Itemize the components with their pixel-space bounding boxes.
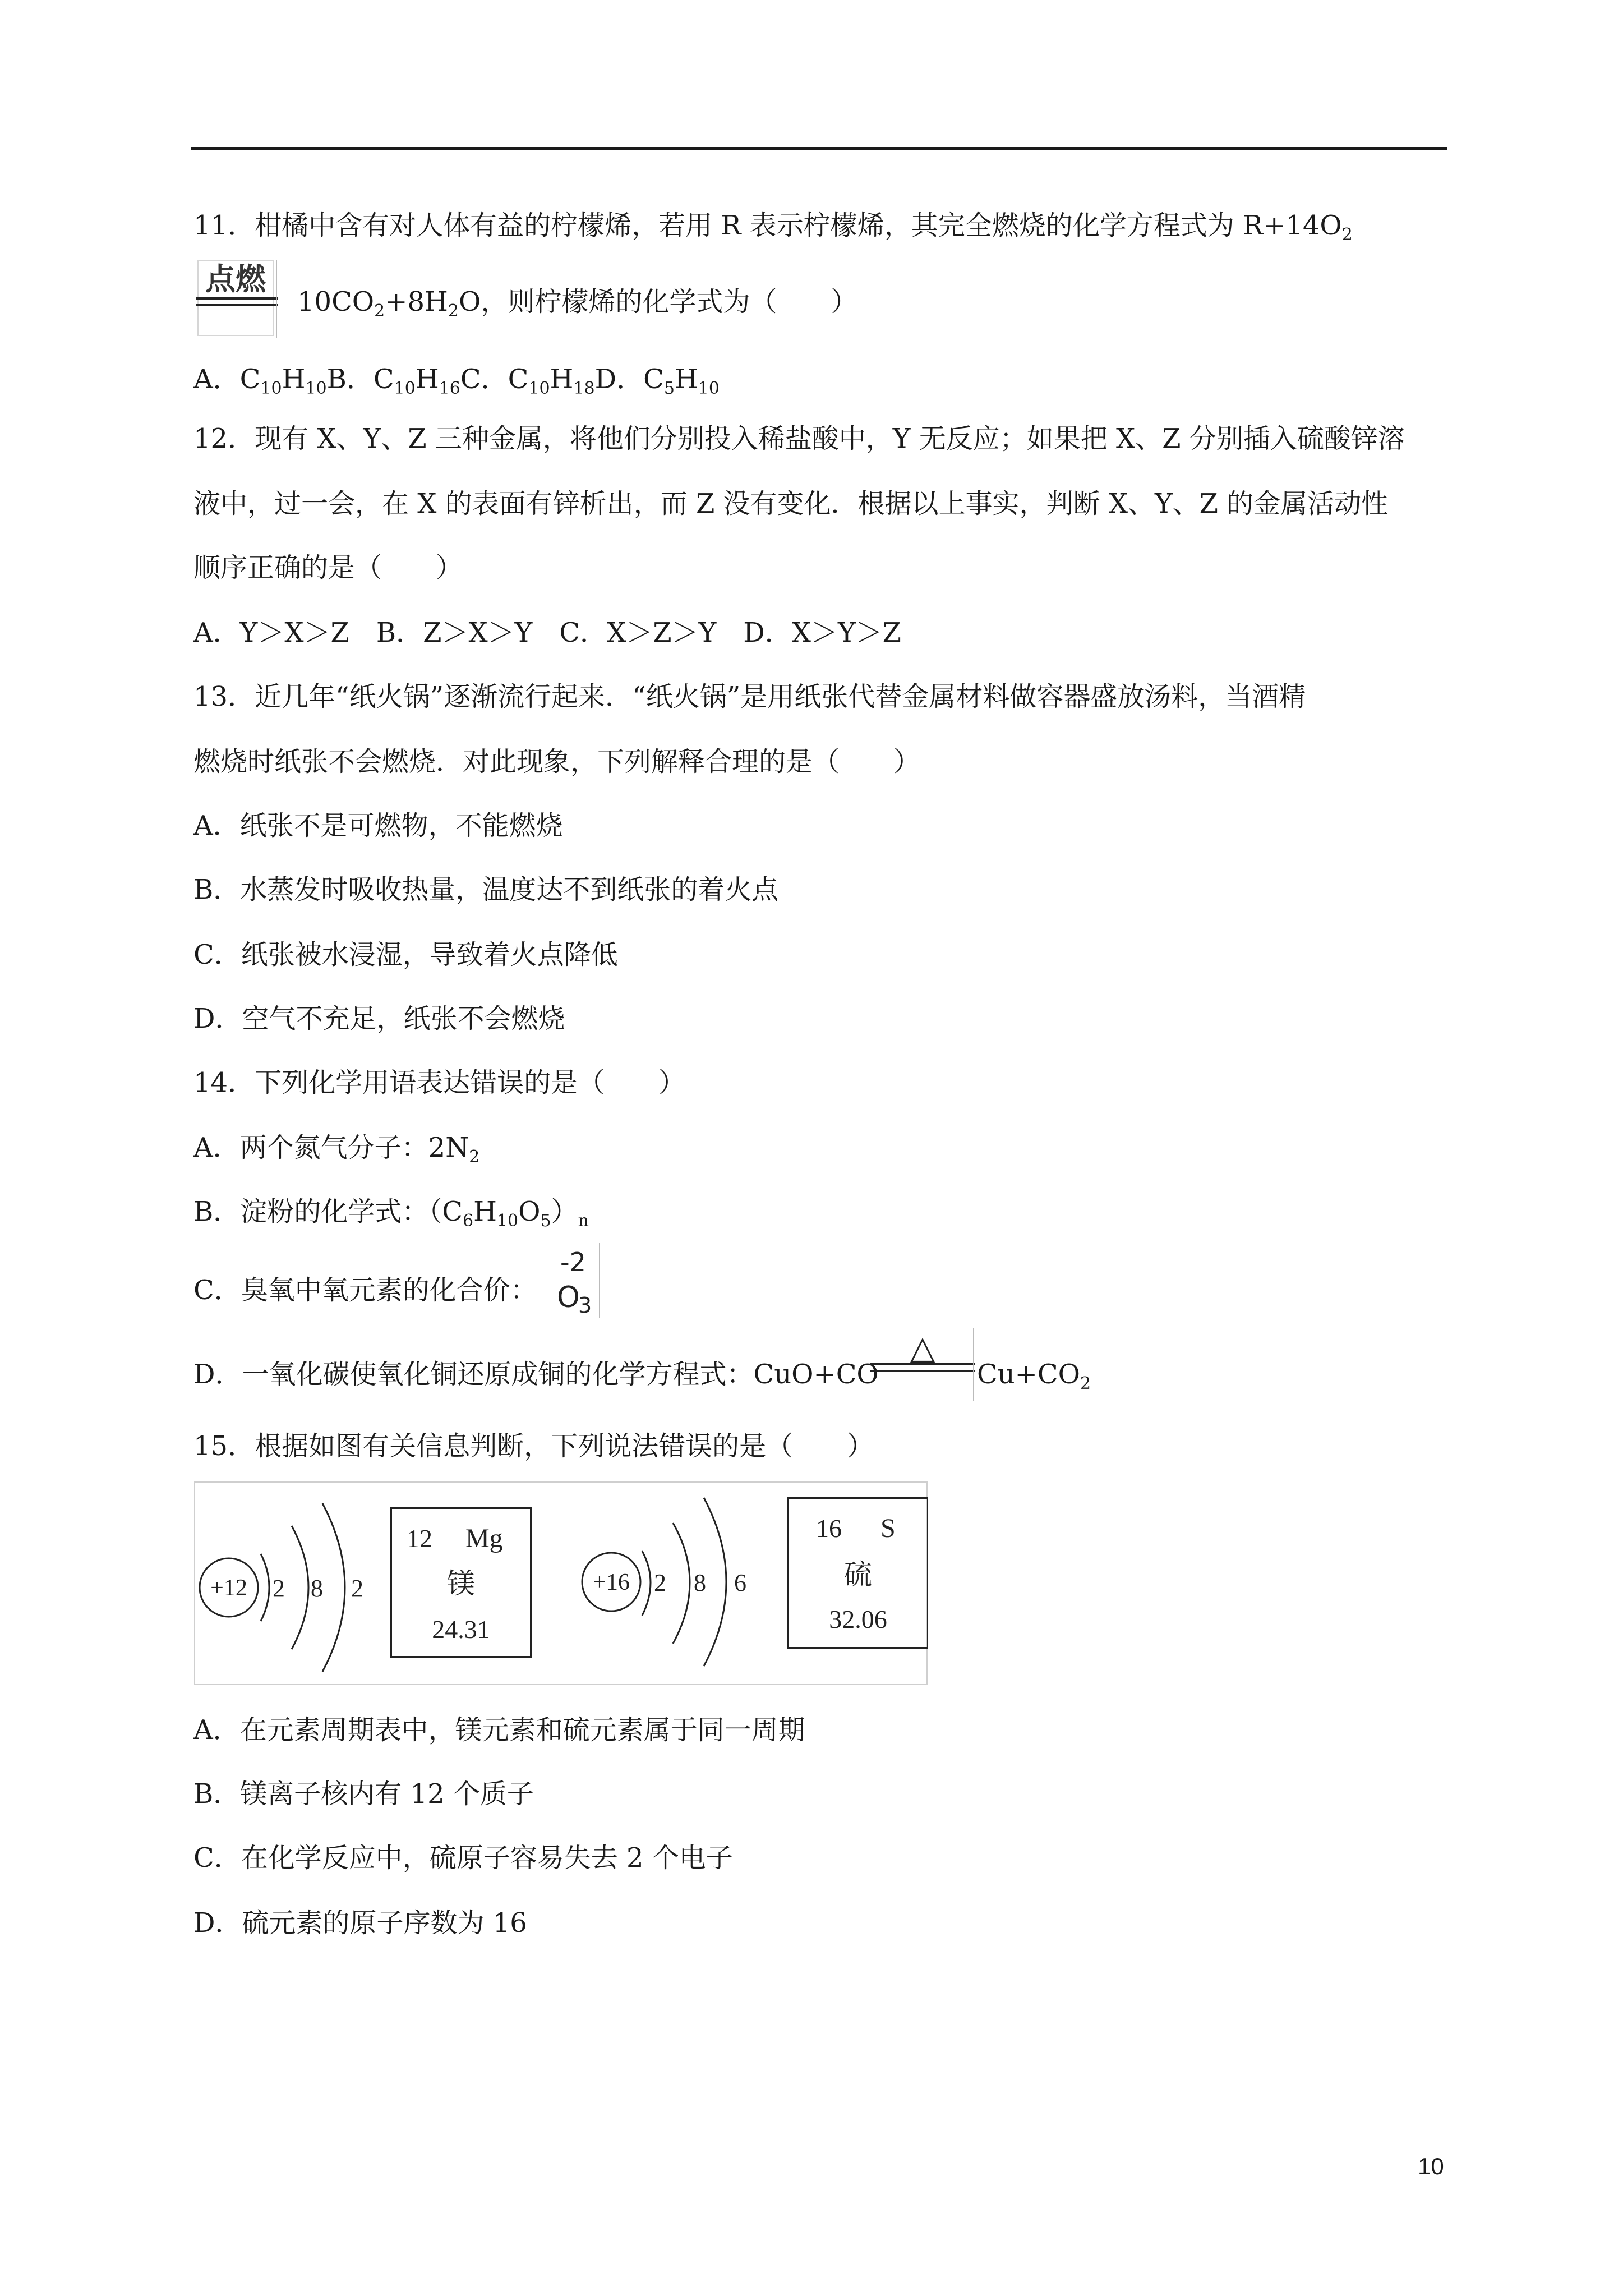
atom-structure-figure	[193, 1481, 928, 1686]
q13-option-c: C．纸张被水浸湿，导致着火点降低	[193, 939, 618, 970]
mg-symbol: Mg	[465, 1524, 503, 1553]
q11-stem-line1: 11．柑橘中含有对人体有益的柠檬烯，若用 R 表示柠檬烯，其完全燃烧的化学方程式为 $R+14O_2$	[193, 210, 1353, 245]
s-shell-1	[642, 1551, 651, 1616]
mg-shell-3-count: 2	[351, 1575, 363, 1602]
q14-option-d-products: $Cu+CO_2$	[977, 1359, 1091, 1393]
q15-stem: 15．根据如图有关信息判断，下列说法错误的是（ ）	[193, 1430, 874, 1462]
mg-shell-1	[261, 1554, 269, 1621]
q12-stem-line3: 顺序正确的是（ ）	[193, 552, 463, 583]
q11-option-d: D．$C_5H_{10}$	[594, 364, 720, 398]
s-shell-2-count: 8	[694, 1569, 706, 1596]
q15-option-b: B．镁离子核内有 12 个质子	[193, 1778, 534, 1810]
valence-notation	[552, 1241, 603, 1320]
q14-option-a: A．两个氮气分子：$2N_2$	[193, 1132, 480, 1167]
q11-option-c: C．$C_{10}H_{18}$	[460, 364, 595, 398]
s-shell-3	[704, 1498, 726, 1666]
q11-options	[193, 362, 720, 396]
mg-atomic-number: 12	[407, 1524, 432, 1553]
q14-option-c: C．臭氧中氧元素的化合价：	[193, 1274, 537, 1306]
q13-option-a: A．纸张不是可燃物，不能燃烧	[193, 810, 563, 841]
s-symbol: S	[880, 1513, 896, 1543]
s-atomic-number: 16	[816, 1514, 842, 1543]
q11-condition-box	[193, 256, 278, 340]
q15-option-a: A．在元素周期表中，镁元素和硫元素属于同一周期	[193, 1714, 805, 1746]
q11-option-a: A．$C_{10}H_{10}$	[193, 364, 327, 398]
q13-stem-line1: 13．近几年“纸火锅”逐渐流行起来．“纸火锅”是用纸张代替金属材料做容器盛放汤料，当酒精	[193, 681, 1306, 712]
mg-atomic-mass: 24.31	[432, 1615, 490, 1644]
q13-stem-line2: 燃烧时纸张不会燃烧．对此现象，下列解释合理的是（ ）	[193, 746, 921, 777]
q15-option-c: C．在化学反应中，硫原子容易失去 2 个电子	[193, 1842, 733, 1874]
mg-shell-3	[322, 1503, 345, 1672]
q13-option-d: D．空气不充足，纸张不会燃烧	[193, 1003, 565, 1034]
mg-shell-1-count: 2	[273, 1575, 285, 1602]
delta-symbol: △	[910, 1328, 935, 1366]
q13-option-b: B．水蒸发时吸收热量，温度达不到纸张的着火点	[193, 874, 779, 905]
atom-diagram-svg	[193, 1481, 928, 1686]
ozone-sub: 3	[578, 1293, 592, 1318]
s-nucleus-charge: +16	[593, 1570, 630, 1595]
mg-shell-2-count: 8	[311, 1575, 323, 1602]
q15-option-d: D．硫元素的原子序数为 16	[193, 1907, 527, 1939]
q14-stem: 14．下列化学用语表达错误的是（ ）	[193, 1067, 686, 1098]
q11-stem-line2: $10CO_2+8H_2O$，则柠檬烯的化学式为（ ）	[297, 286, 858, 321]
s-atomic-mass: 32.06	[829, 1605, 887, 1634]
valence-value: -2	[560, 1247, 586, 1277]
s-name: 硫	[844, 1558, 872, 1591]
q14-option-d-text: D．一氧化碳使氧化铜还原成铜的化学方程式：CuO+CO	[193, 1359, 879, 1390]
mg-shell-2	[292, 1526, 308, 1649]
q12-stem-line2: 液中，过一会，在 X 的表面有锌析出，而 Z 没有变化．根据以上事实，判断 X、Y、Z 的金属活动性	[193, 488, 1389, 519]
s-shell-2	[673, 1523, 690, 1644]
s-shell-3-count: 6	[734, 1569, 746, 1596]
q12-options: A．Y＞X＞Z B．Z＞X＞Y C．X＞Z＞Y D．X＞Y＞Z	[193, 617, 901, 648]
q14-valence-box	[552, 1241, 603, 1320]
mg-nucleus-charge: +12	[210, 1575, 247, 1601]
q14-heat-condition	[869, 1324, 976, 1402]
q11-option-b: B．$C_{10}H_{16}$	[326, 364, 460, 398]
page-number: 10	[1418, 2153, 1444, 2179]
header-rule	[191, 147, 1447, 150]
reaction-condition-arrow	[193, 256, 278, 340]
condition-text: 点燃	[205, 261, 266, 297]
mg-name: 镁	[447, 1567, 475, 1600]
q14-option-b: B．淀粉的化学式：$(C_6H_{10}O_5)_n$	[193, 1196, 589, 1231]
ozone-o: O	[557, 1281, 580, 1314]
q12-stem-line1: 12．现有 X、Y、Z 三种金属，将他们分别投入稀盐酸中，Y 无反应；如果把 X、Z 分别插入硫酸锌溶	[193, 423, 1405, 454]
s-shell-1-count: 2	[654, 1569, 666, 1596]
heat-arrow	[869, 1324, 976, 1402]
